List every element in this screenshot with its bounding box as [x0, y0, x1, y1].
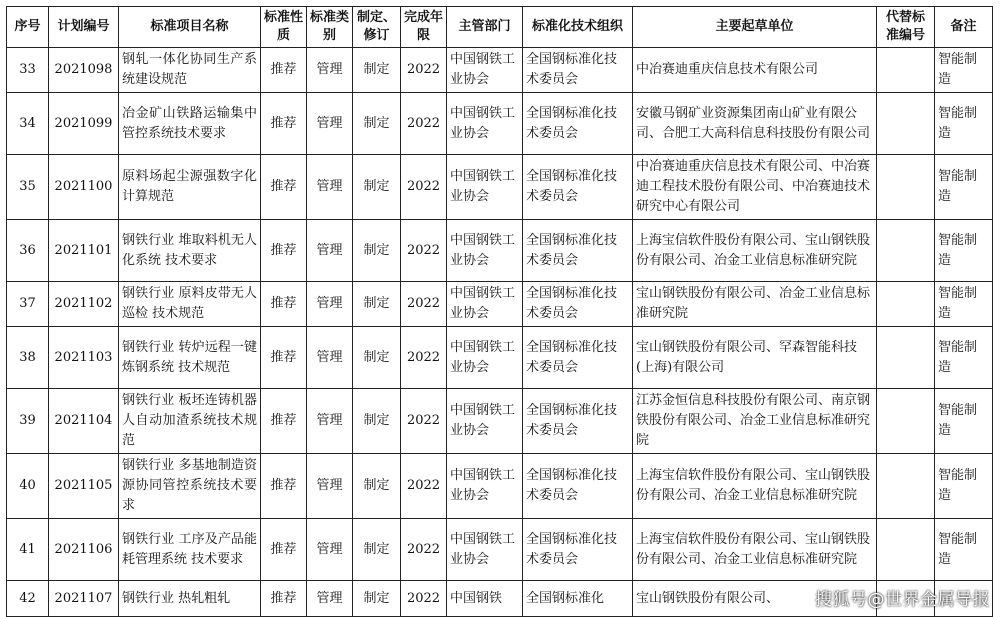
cell-plan-no: 2021107 [49, 581, 119, 617]
cell-seq: 39 [7, 389, 49, 454]
cell-plan-no: 2021106 [49, 519, 119, 581]
cell-committee: 全国钢标准化技术委员会 [523, 220, 633, 282]
cell-replace [877, 519, 935, 581]
cell-committee: 全国钢标准化 [523, 581, 633, 617]
header-row [7, 7, 993, 48]
cell-plan-no: 2021102 [49, 282, 119, 327]
standards-table [6, 6, 993, 617]
cell-type: 制定 [353, 454, 401, 519]
header-type: 制定、修订 [353, 7, 401, 48]
cell-nature: 推荐 [261, 220, 307, 282]
cell-remark: 智能制造 [935, 282, 993, 327]
cell-remark: 智能制造 [935, 155, 993, 220]
header-drafter: 主要起草单位 [633, 7, 877, 48]
cell-deadline: 2022 [401, 389, 447, 454]
cell-replace [877, 48, 935, 93]
cell-committee: 全国钢标准化技术委员会 [523, 93, 633, 155]
cell-replace [877, 282, 935, 327]
cell-nature: 推荐 [261, 282, 307, 327]
cell-name: 钢铁行业 原料皮带无人巡检 技术规范 [119, 282, 261, 327]
cell-type: 制定 [353, 581, 401, 617]
cell-category: 管理 [307, 155, 353, 220]
cell-plan-no: 2021101 [49, 220, 119, 282]
table-row [7, 327, 993, 389]
cell-remark: 智能制造 [935, 48, 993, 93]
cell-name: 原料场起尘源强数字化计算规范 [119, 155, 261, 220]
cell-committee: 全国钢标准化技术委员会 [523, 454, 633, 519]
table-row [7, 220, 993, 282]
cell-dept: 中国钢铁工业协会 [447, 282, 523, 327]
cell-category: 管理 [307, 48, 353, 93]
cell-dept: 中国钢铁工业协会 [447, 454, 523, 519]
cell-drafter: 中冶赛迪重庆信息技术有限公司、中冶赛迪工程技术股份有限公司、中冶赛迪技术研究中心有限公司 [633, 155, 877, 220]
table-row [7, 93, 993, 155]
cell-name: 钢铁行业 堆取料机无人化系统 技术要求 [119, 220, 261, 282]
cell-type: 制定 [353, 389, 401, 454]
cell-drafter: 上海宝信软件股份有限公司、宝山钢铁股份有限公司、冶金工业信息标准研究院 [633, 519, 877, 581]
cell-nature: 推荐 [261, 327, 307, 389]
cell-type: 制定 [353, 220, 401, 282]
cell-remark: 智能制造 [935, 389, 993, 454]
cell-dept: 中国钢铁工业协会 [447, 93, 523, 155]
cell-type: 制定 [353, 519, 401, 581]
cell-replace [877, 220, 935, 282]
cell-plan-no: 2021098 [49, 48, 119, 93]
cell-deadline: 2022 [401, 327, 447, 389]
cell-dept: 中国钢铁工业协会 [447, 220, 523, 282]
cell-plan-no: 2021100 [49, 155, 119, 220]
cell-category: 管理 [307, 282, 353, 327]
cell-seq: 41 [7, 519, 49, 581]
cell-replace [877, 389, 935, 454]
cell-drafter: 上海宝信软件股份有限公司、宝山钢铁股份有限公司、冶金工业信息标准研究院 [633, 220, 877, 282]
cell-remark: 智能制造 [935, 327, 993, 389]
cell-type: 制定 [353, 327, 401, 389]
cell-category: 管理 [307, 454, 353, 519]
cell-remark: 智能制造 [935, 454, 993, 519]
cell-nature: 推荐 [261, 581, 307, 617]
header-replace: 代替标准编号 [877, 7, 935, 48]
cell-name: 钢铁行业 转炉远程一键炼钢系统 技术规范 [119, 327, 261, 389]
cell-deadline: 2022 [401, 155, 447, 220]
cell-seq: 37 [7, 282, 49, 327]
cell-seq: 33 [7, 48, 49, 93]
watermark-text: 搜狐号@世界金属导报 [815, 590, 990, 610]
cell-plan-no: 2021104 [49, 389, 119, 454]
cell-deadline: 2022 [401, 220, 447, 282]
cell-replace [877, 155, 935, 220]
cell-deadline: 2022 [401, 93, 447, 155]
cell-replace [877, 93, 935, 155]
header-plan-no: 计划编号 [49, 7, 119, 48]
cell-drafter: 宝山钢铁股份有限公司、 [633, 581, 877, 617]
cell-remark: 智能制造 [935, 220, 993, 282]
cell-drafter: 上海宝信软件股份有限公司、宝山钢铁股份有限公司、冶金工业信息标准研究院 [633, 454, 877, 519]
cell-deadline: 2022 [401, 519, 447, 581]
cell-category: 管理 [307, 389, 353, 454]
cell-drafter: 中冶赛迪重庆信息技术有限公司 [633, 48, 877, 93]
cell-deadline: 2022 [401, 454, 447, 519]
cell-dept: 中国钢铁工业协会 [447, 389, 523, 454]
cell-committee: 全国钢标准化技术委员会 [523, 155, 633, 220]
cell-category: 管理 [307, 220, 353, 282]
cell-dept: 中国钢铁工业协会 [447, 155, 523, 220]
cell-seq: 42 [7, 581, 49, 617]
cell-deadline: 2022 [401, 581, 447, 617]
cell-nature: 推荐 [261, 454, 307, 519]
cell-replace [877, 454, 935, 519]
cell-category: 管理 [307, 93, 353, 155]
cell-plan-no: 2021103 [49, 327, 119, 389]
header-committee: 标准化技术组织 [523, 7, 633, 48]
cell-nature: 推荐 [261, 519, 307, 581]
cell-committee: 全国钢标准化技术委员会 [523, 282, 633, 327]
cell-replace [877, 327, 935, 389]
cell-name: 钢铁行业 多基地制造资源协同管控系统技术要求 [119, 454, 261, 519]
table-row [7, 282, 993, 327]
cell-category: 管理 [307, 519, 353, 581]
cell-dept: 中国钢铁工业协会 [447, 327, 523, 389]
cell-committee: 全国钢标准化技术委员会 [523, 48, 633, 93]
header-category: 标准类别 [307, 7, 353, 48]
table-row [7, 389, 993, 454]
cell-plan-no: 2021099 [49, 93, 119, 155]
cell-category: 管理 [307, 581, 353, 617]
cell-remark: 智能制造 [935, 519, 993, 581]
cell-drafter: 宝山钢铁股份有限公司、罕森智能科技(上海)有限公司 [633, 327, 877, 389]
header-seq: 序号 [7, 7, 49, 48]
cell-drafter: 安徽马钢矿业资源集团南山矿业有限公司、合肥工大高科信息科技股份有限公司 [633, 93, 877, 155]
cell-deadline: 2022 [401, 48, 447, 93]
cell-committee: 全国钢标准化技术委员会 [523, 327, 633, 389]
cell-nature: 推荐 [261, 389, 307, 454]
cell-nature: 推荐 [261, 93, 307, 155]
cell-seq: 36 [7, 220, 49, 282]
cell-nature: 推荐 [261, 155, 307, 220]
cell-name: 钢铁行业 热轧粗轧 [119, 581, 261, 617]
header-nature: 标准性质 [261, 7, 307, 48]
header-name: 标准项目名称 [119, 7, 261, 48]
cell-type: 制定 [353, 48, 401, 93]
header-remark: 备注 [935, 7, 993, 48]
table-row [7, 155, 993, 220]
cell-seq: 40 [7, 454, 49, 519]
cell-category: 管理 [307, 327, 353, 389]
cell-seq: 35 [7, 155, 49, 220]
cell-plan-no: 2021105 [49, 454, 119, 519]
cell-name: 钢铁行业 板坯连铸机器人自动加渣系统技术规范 [119, 389, 261, 454]
cell-seq: 38 [7, 327, 49, 389]
table-row [7, 48, 993, 93]
cell-dept: 中国钢铁工业协会 [447, 519, 523, 581]
cell-nature: 推荐 [261, 48, 307, 93]
cell-type: 制定 [353, 93, 401, 155]
cell-dept: 中国钢铁 [447, 581, 523, 617]
table-row [7, 519, 993, 581]
header-dept: 主管部门 [447, 7, 523, 48]
cell-drafter: 宝山钢铁股份有限公司、冶金工业信息标准研究院 [633, 282, 877, 327]
cell-remark: 智能制造 [935, 93, 993, 155]
header-deadline: 完成年限 [401, 7, 447, 48]
cell-name: 钢铁行业 工序及产品能耗管理系统 技术要求 [119, 519, 261, 581]
table-row [7, 454, 993, 519]
cell-dept: 中国钢铁工业协会 [447, 48, 523, 93]
cell-drafter: 江苏金恒信息科技股份有限公司、南京钢铁股份有限公司、冶金工业信息标准研究院 [633, 389, 877, 454]
cell-name: 钢轧一体化协同生产系统建设规范 [119, 48, 261, 93]
cell-name: 冶金矿山铁路运输集中管控系统技术要求 [119, 93, 261, 155]
cell-committee: 全国钢标准化技术委员会 [523, 519, 633, 581]
cell-seq: 34 [7, 93, 49, 155]
cell-deadline: 2022 [401, 282, 447, 327]
cell-type: 制定 [353, 155, 401, 220]
cell-committee: 全国钢标准化技术委员会 [523, 389, 633, 454]
cell-type: 制定 [353, 282, 401, 327]
